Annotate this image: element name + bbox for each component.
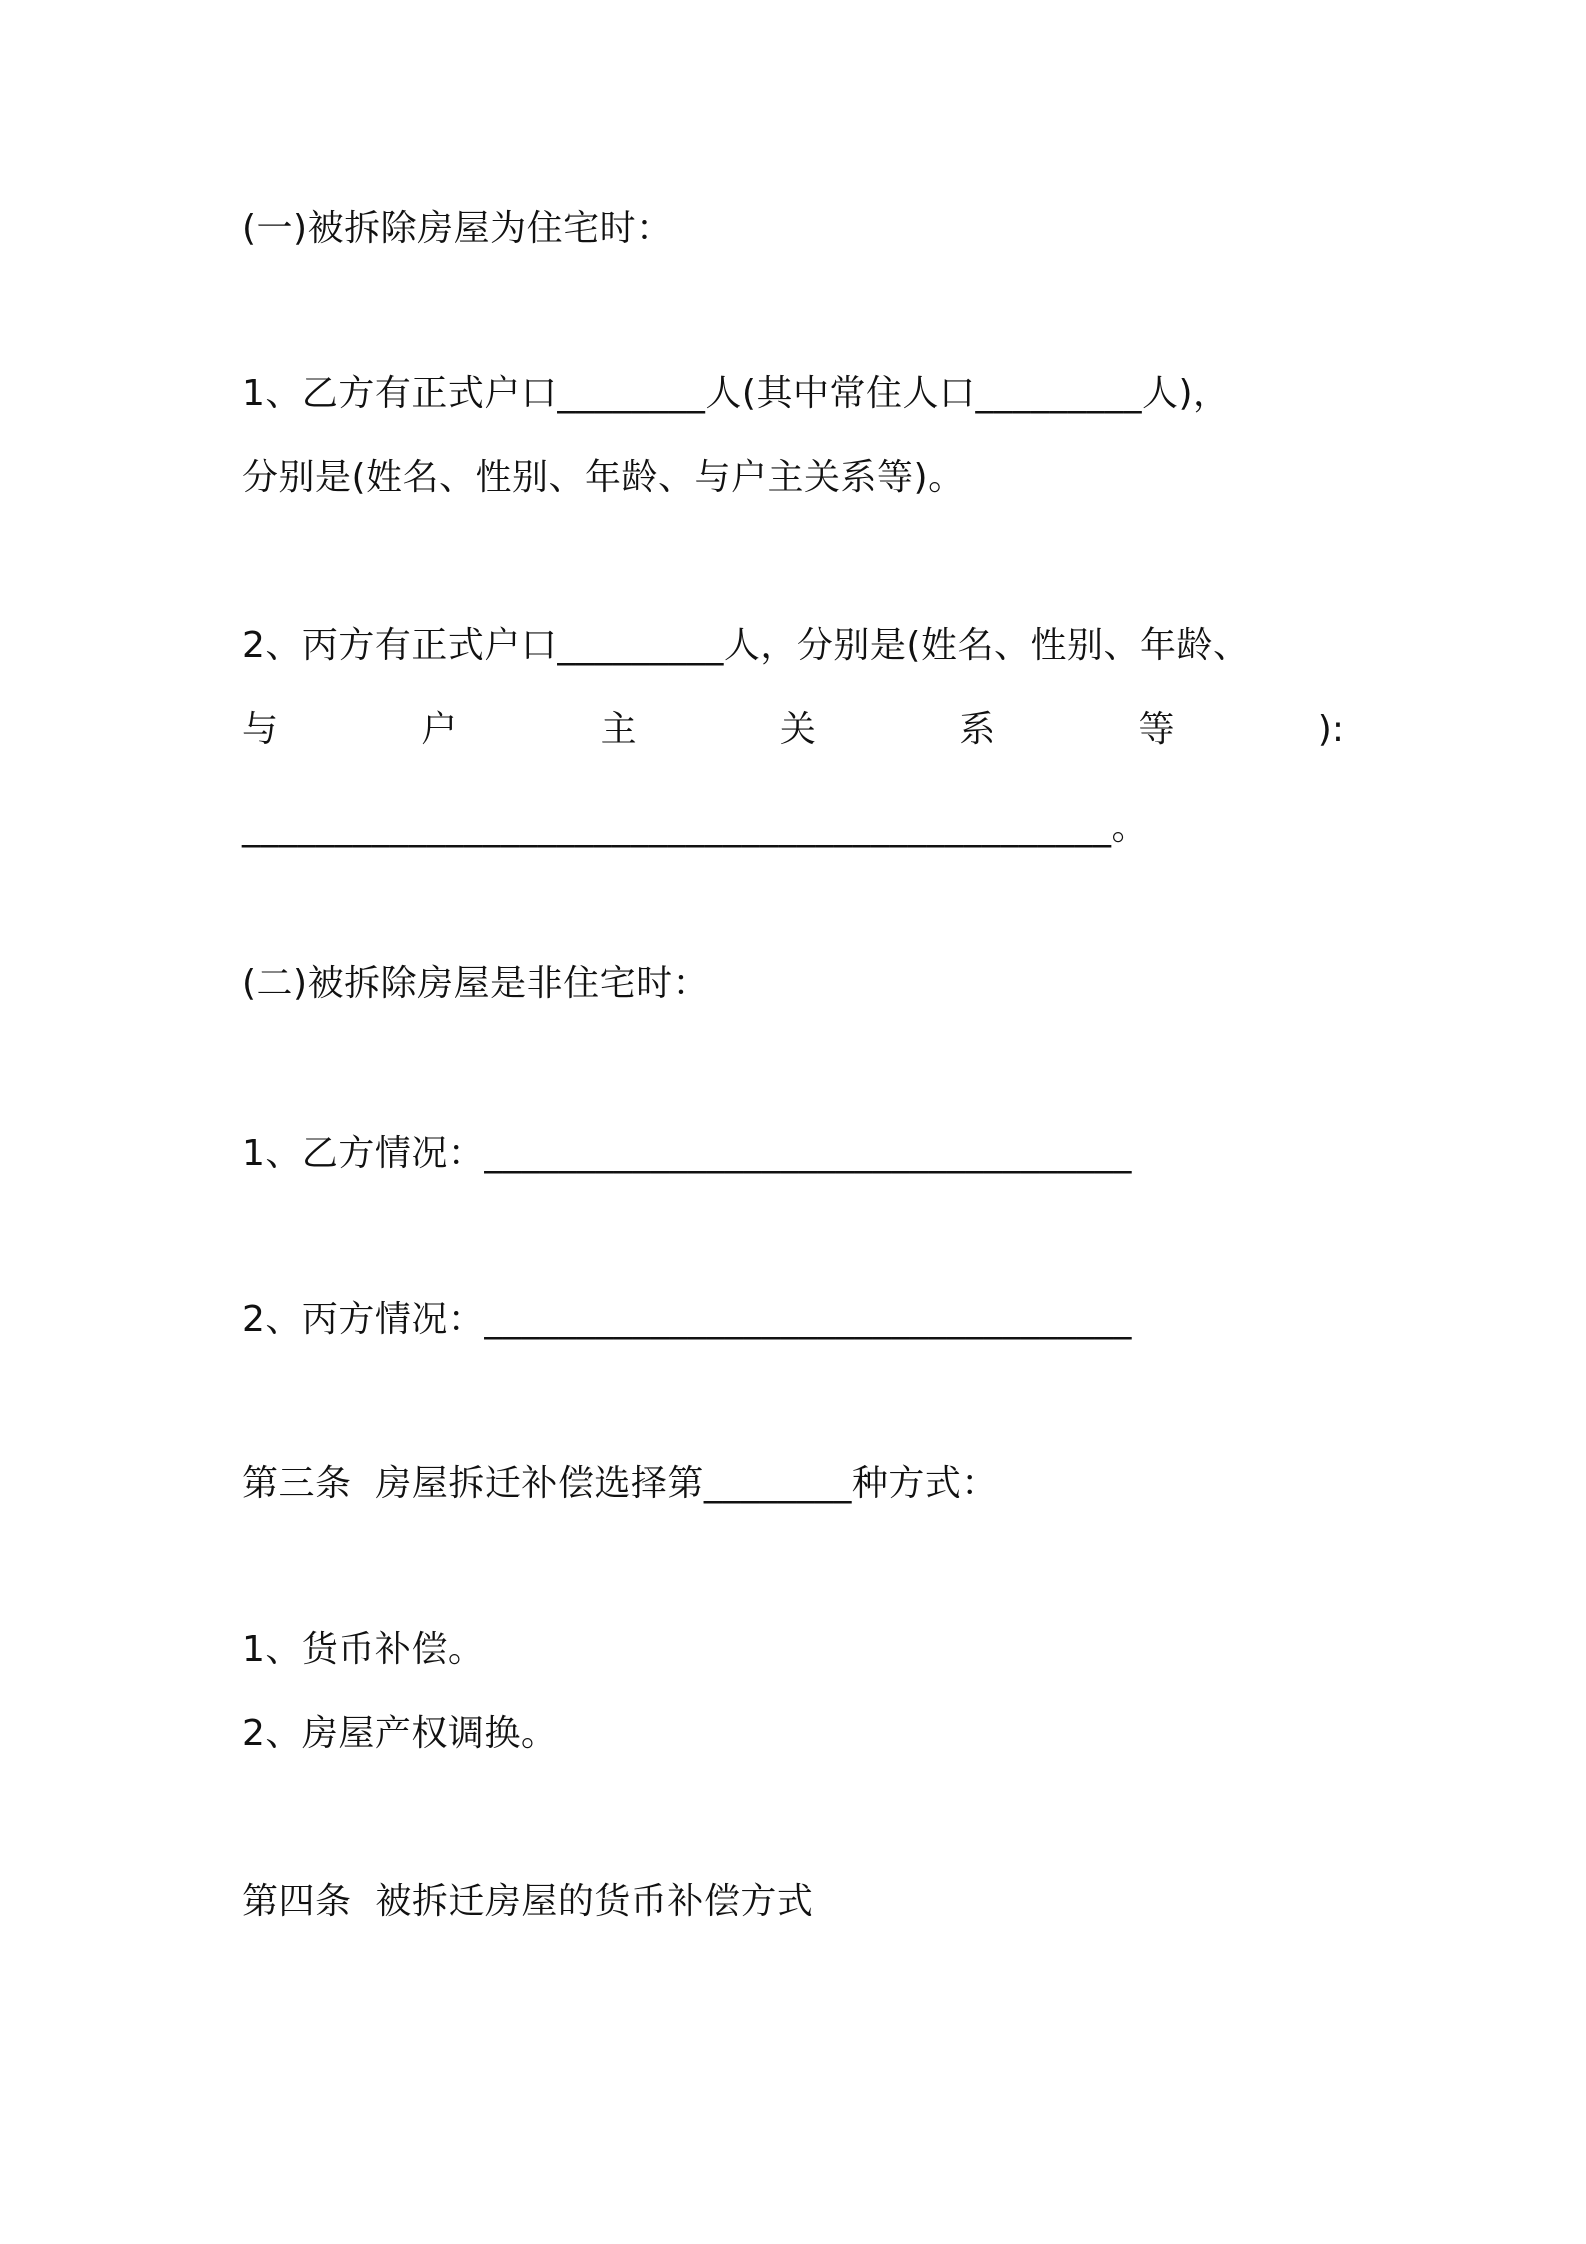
article-3-heading: 第三条 房屋拆迁补偿选择第________种方式： bbox=[242, 1463, 998, 1504]
spread-char: 关 bbox=[779, 709, 816, 750]
article-4-heading: 第四条 被拆迁房屋的货币补偿方式 bbox=[242, 1881, 814, 1922]
option-2: 2、房屋产权调换。 bbox=[242, 1713, 558, 1754]
section-1-heading: (一)被拆除房屋为住宅时： bbox=[242, 208, 673, 249]
spread-char: ): bbox=[1317, 709, 1344, 750]
spread-char: 系 bbox=[959, 709, 996, 750]
item-1-line-2: 分别是(姓名、性别、年龄、与户主关系等)。 bbox=[242, 457, 965, 498]
item-2-line-3: _______________________________________________。 bbox=[242, 807, 1148, 848]
non-residential-item-2: 2、丙方情况：___________________________________ bbox=[242, 1299, 1132, 1340]
spread-char: 主 bbox=[600, 709, 637, 750]
spread-char: 等 bbox=[1138, 709, 1175, 750]
item-2-line-2 bbox=[242, 706, 1344, 754]
item-1-line-1: 1、乙方有正式户口________人(其中常住人口_________人)， bbox=[242, 373, 1230, 414]
section-2-heading: (二)被拆除房屋是非住宅时： bbox=[242, 963, 710, 1004]
non-residential-item-1: 1、乙方情况：___________________________________ bbox=[242, 1133, 1132, 1174]
item-2-line-1: 2、丙方有正式户口_________人，分别是(姓名、性别、年龄、 bbox=[242, 625, 1250, 666]
spread-char: 与 bbox=[242, 709, 279, 750]
spread-char: 户 bbox=[421, 709, 458, 750]
option-1: 1、货币补偿。 bbox=[242, 1629, 485, 1670]
